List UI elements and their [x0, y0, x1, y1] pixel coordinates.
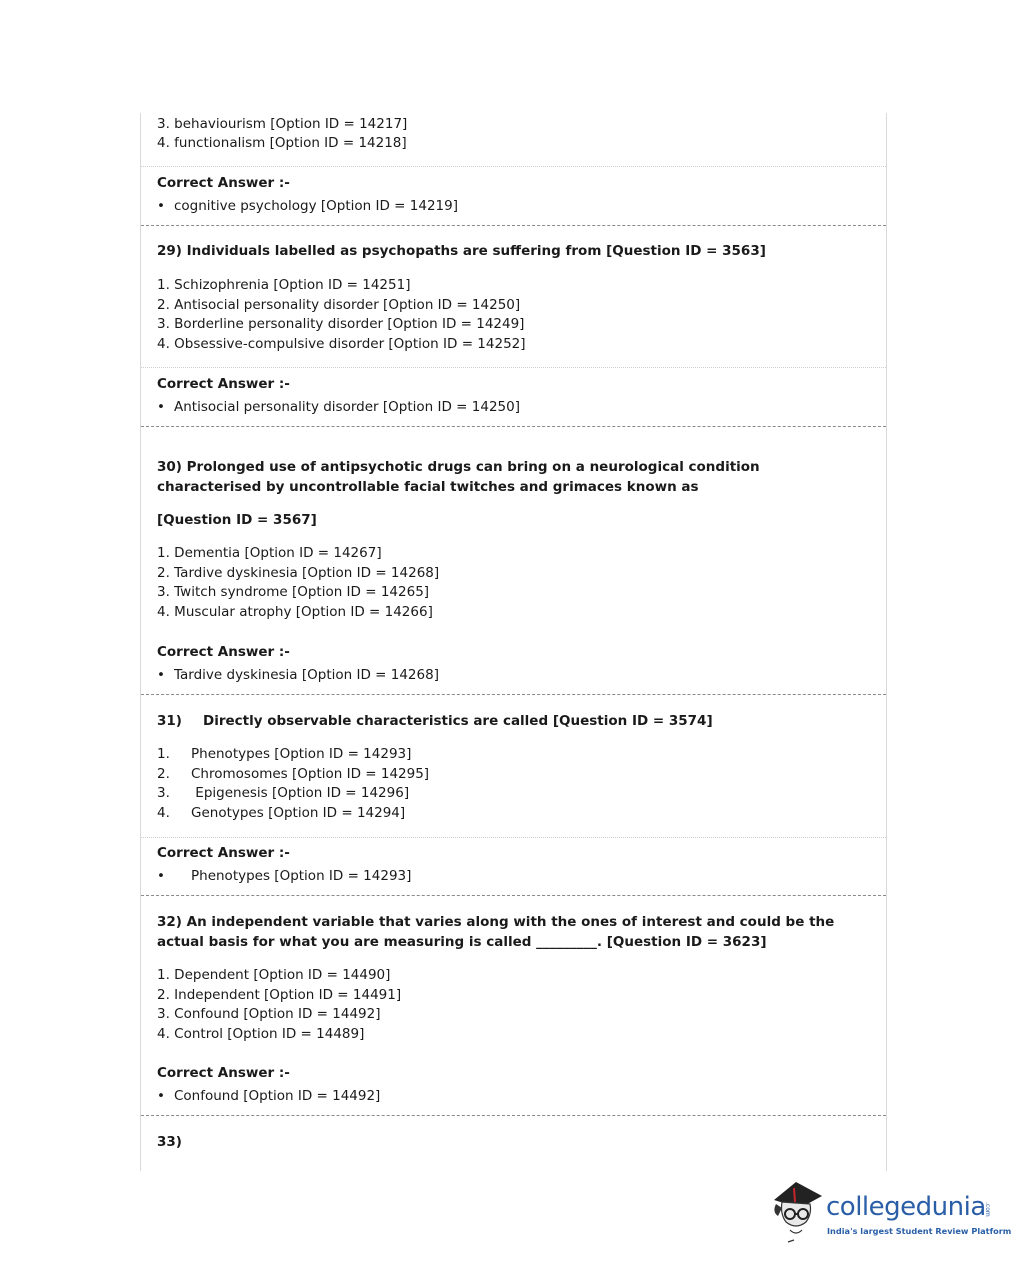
option-4: 4. Genotypes [Option ID = 14294]	[157, 805, 406, 821]
option-1: 1. Phenotypes [Option ID = 14293]	[157, 746, 412, 762]
question-separator	[141, 225, 886, 226]
logo-tagline: India's largest Student Review Platform	[827, 1226, 1012, 1236]
logo-com: .com	[984, 1202, 991, 1217]
question-separator	[141, 694, 886, 695]
option-4: 4. Obsessive-compulsive disorder [Option ID = 14252]	[157, 336, 526, 352]
divider	[141, 837, 886, 838]
correct-answer-label: Correct Answer :-	[157, 175, 290, 191]
document-page	[140, 113, 887, 1171]
option-4: 4. Muscular atrophy [Option ID = 14266]	[157, 604, 433, 620]
question-30: 30) Prolonged use of antipsychotic drugs can bring on a neurological condition characterised by uncontrollable facial twitches and grimaces known as	[157, 459, 760, 495]
option-3: 3. Borderline personality disorder [Option ID = 14249]	[157, 316, 525, 332]
question-number: 31)	[157, 713, 182, 729]
option-2: 2. Antisocial personality disorder [Option ID = 14250]	[157, 297, 521, 313]
divider	[141, 166, 886, 167]
question-separator	[141, 426, 886, 427]
option-2: 2. Tardive dyskinesia [Option ID = 14268]	[157, 565, 440, 581]
option-1: 1. Dependent [Option ID = 14490]	[157, 967, 391, 983]
correct-answer-label: Correct Answer :-	[157, 376, 290, 392]
question-separator	[141, 895, 886, 896]
correct-answer: • cognitive psychology [Option ID = 14219]	[157, 197, 458, 217]
question-text: Directly observable characteristics are called [Question ID = 3574]	[203, 713, 713, 729]
question-31	[157, 713, 713, 729]
option-4: 4. functionalism [Option ID = 14218]	[157, 135, 407, 151]
question-separator	[141, 1115, 886, 1116]
divider	[141, 367, 886, 368]
option-2: 2. Chromosomes [Option ID = 14295]	[157, 766, 430, 782]
option-3: 3. behaviourism [Option ID = 14217]	[157, 116, 408, 132]
question-33: 33)	[157, 1134, 182, 1150]
question-32: 32) An independent variable that varies along with the ones of interest and could be the actual basis for what you are measuring is called _________. [Question ID = 3623]	[157, 914, 835, 950]
option-1: 1. Schizophrenia [Option ID = 14251]	[157, 277, 411, 293]
question-30-id: [Question ID = 3567]	[157, 512, 317, 528]
mascot-icon	[766, 1178, 824, 1248]
collegedunia-logo	[766, 1178, 1012, 1248]
question-29: 29) Individuals labelled as psychopaths are suffering from [Question ID = 3563]	[157, 243, 766, 259]
correct-answer-label: Correct Answer :-	[157, 644, 290, 660]
correct-answer-label: Correct Answer :-	[157, 1065, 290, 1081]
option-1: 1. Dementia [Option ID = 14267]	[157, 545, 382, 561]
option-3: 3. Twitch syndrome [Option ID = 14265]	[157, 584, 430, 600]
correct-answer: • Confound [Option ID = 14492]	[157, 1087, 380, 1107]
correct-answer: • Phenotypes [Option ID = 14293]	[157, 868, 412, 884]
logo-wordmark: collegedunia	[826, 1192, 986, 1222]
correct-answer: • Tardive dyskinesia [Option ID = 14268]	[157, 666, 439, 686]
option-3: 3. Epigenesis [Option ID = 14296]	[157, 785, 410, 801]
option-4: 4. Control [Option ID = 14489]	[157, 1026, 365, 1042]
option-2: 2. Independent [Option ID = 14491]	[157, 987, 402, 1003]
correct-answer: • Antisocial personality disorder [Option ID = 14250]	[157, 398, 520, 418]
correct-answer-label: Correct Answer :-	[157, 845, 290, 861]
option-3: 3. Confound [Option ID = 14492]	[157, 1006, 381, 1022]
